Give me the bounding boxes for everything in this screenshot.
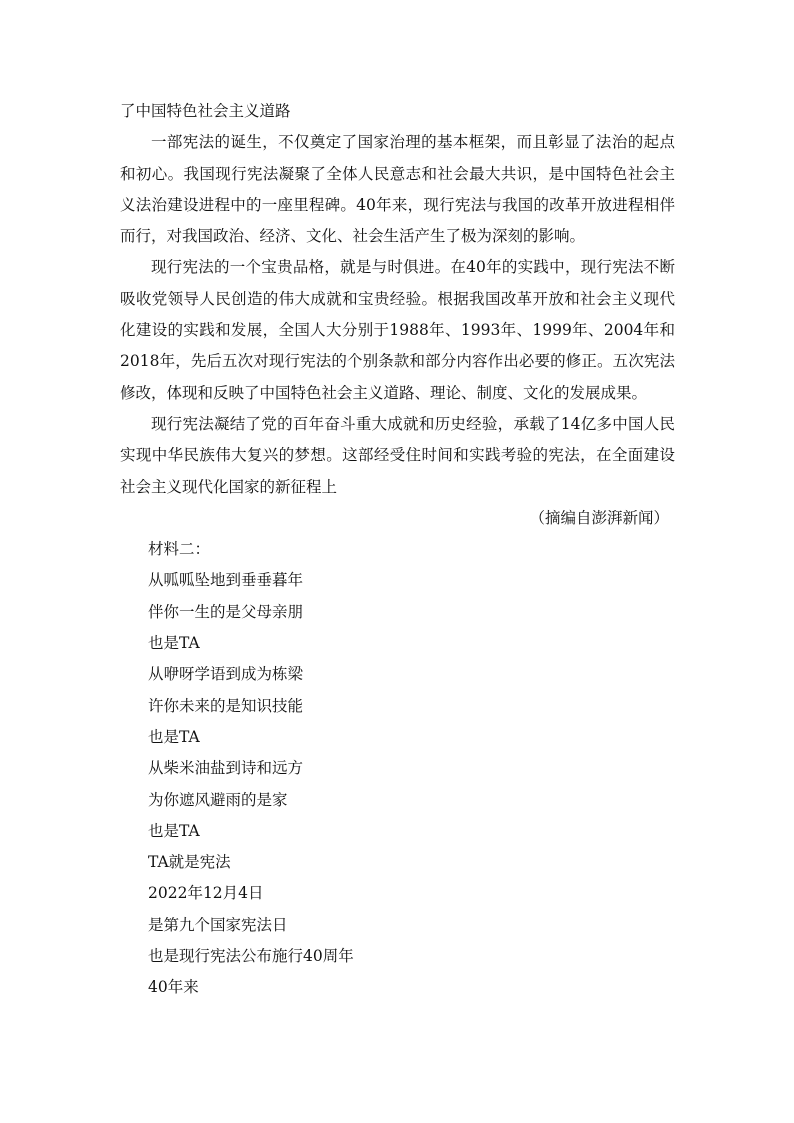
poem-line: 为你遮风避雨的是家 (148, 790, 288, 809)
poem-line: 也是现行宪法公布施行40周年 (148, 947, 354, 966)
paragraph-2: 现行宪法的一个宝贵品格，就是与时俱进。在40年的实践中，现行宪法不断吸收党领导人民创造的伟大成就和宝贵经验。根据我国改革开放和社会主义现代化建设的实践和发展，全国人大分别于1988年、1993年、1999年、2004年和2018年，先后五次对现行宪法的个别条款和部分内容作出必要的修正。五次宪法修改，体现和反映了中国特色社会主义道路、理论、制度、文化的发展成果。 (120, 258, 675, 402)
poem-line: 从呱呱坠地到垂垂暮年 (148, 571, 304, 590)
poem-line: 从柴米油盐到诗和远方 (148, 759, 304, 778)
poem-line: 也是TA (148, 634, 200, 653)
poem-block (120, 534, 675, 1003)
paragraph-3: 现行宪法凝结了党的百年奋斗重大成就和历史经验，承载了14亿多中国人民实现中华民族伟大复兴的梦想。这部经受住时间和实践考验的宪法，在全面建设社会主义现代化国家的新征程上 (120, 414, 675, 496)
poem-line: 40年来 (148, 978, 199, 997)
poem-line: 2022年12月4日 (148, 884, 264, 903)
poem-line: 也是TA (148, 821, 200, 840)
poem-line: 也是TA (148, 727, 200, 746)
document-page (120, 96, 675, 1004)
source-citation: （摘编自澎湃新闻） (529, 509, 669, 527)
poem-line: 是第九个国家宪法日 (148, 915, 288, 934)
continuation-line: 了中国特色社会主义道路 (120, 102, 291, 120)
poem-line: TA就是宪法 (148, 853, 231, 872)
poem-line: 伴你一生的是父母亲朋 (148, 602, 304, 621)
paragraph-1: 一部宪法的诞生，不仅奠定了国家治理的基本框架，而且彰显了法治的起点和初心。我国现行宪法凝聚了全体人民意志和社会最大共识，是中国特色社会主义法治建设进程中的一座里程碑。40年来，现行宪法与我国的改革开放进程相伴而行，对我国政治、经济、文化、社会生活产生了极为深刻的影响。 (120, 133, 675, 246)
poem-line: 从咿呀学语到成为栋梁 (148, 665, 304, 684)
poem-line: 许你未来的是知识技能 (148, 696, 304, 715)
material-heading: 材料二： (148, 541, 211, 559)
